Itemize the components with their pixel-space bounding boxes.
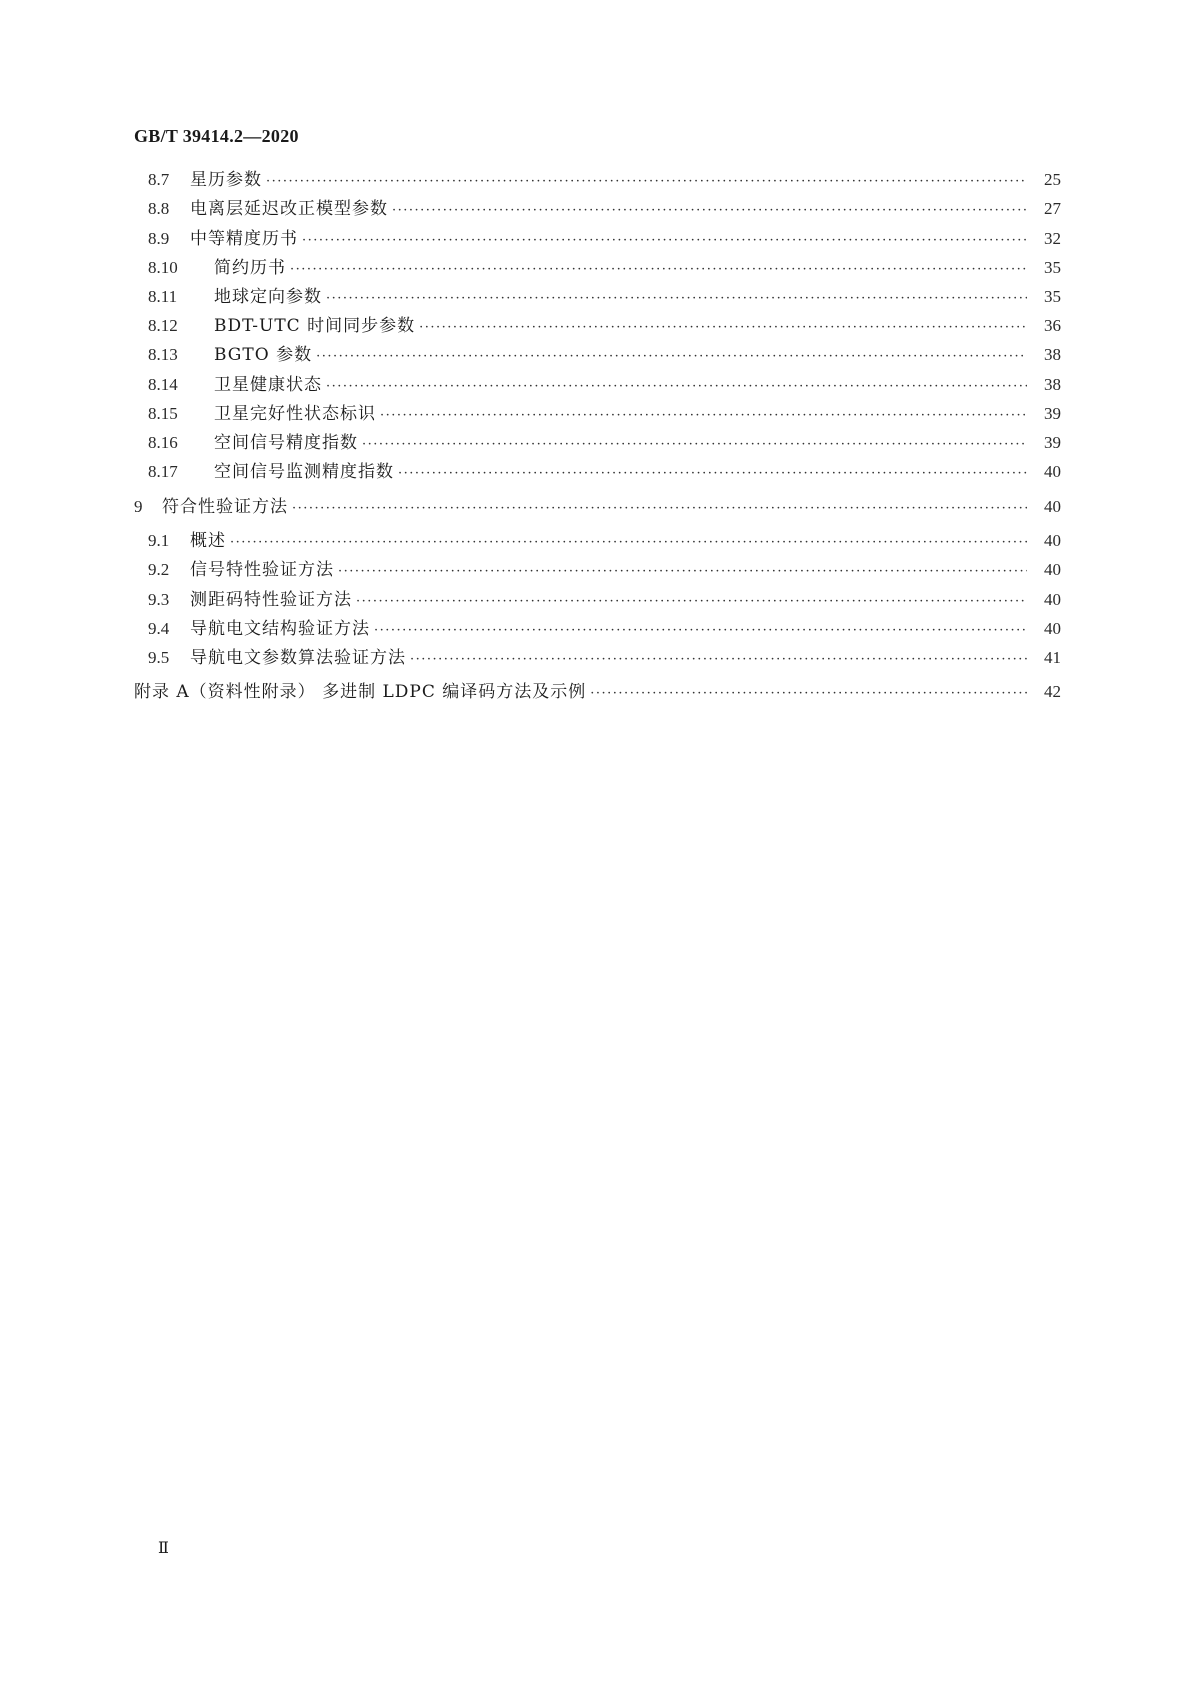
toc-entry-number: 8.17 [148,462,178,481]
toc-entry-page: 40 [1044,462,1061,481]
toc-entry-page: 36 [1044,316,1061,335]
toc-entry-number: 8.7 [148,170,170,189]
toc-entry-number: 8.10 [148,258,178,277]
toc-entry-page: 40 [1044,619,1061,638]
toc-entry-number: 8.16 [148,433,178,452]
toc-leader-dots [326,286,1027,312]
toc-entry-page: 32 [1044,229,1061,248]
toc-entry-title: 卫星完好性状态标识 [214,404,376,424]
toc-leader-dots [316,344,1027,370]
toc-entry-page: 38 [1044,345,1061,364]
toc-entry[interactable] [0,587,1191,613]
toc-entry[interactable] [0,372,1191,398]
toc-entry-title: 空间信号监测精度指数 [214,462,394,482]
toc-entry[interactable] [0,645,1191,671]
toc-entry-number: 9 [134,497,143,516]
toc-entry-title: 信号特性验证方法 [190,560,334,580]
toc-entry[interactable] [0,459,1191,485]
toc-leader-dots [356,589,1027,615]
toc-leader-dots [590,681,1027,707]
toc-leader-dots [374,618,1027,644]
toc-entry[interactable] [0,167,1191,193]
toc-leader-dots [292,496,1027,522]
toc-entry-page: 39 [1044,433,1061,452]
toc-entry-number: 8.8 [148,199,170,218]
toc-entry-page: 40 [1044,531,1061,550]
toc-entry-page: 40 [1044,497,1061,516]
toc-leader-dots [362,432,1027,458]
toc-entry-number: 8.12 [148,316,178,335]
toc-entry-title: 中等精度历书 [190,229,298,249]
toc-entry[interactable] [0,196,1191,222]
toc-entry-title: 导航电文参数算法验证方法 [190,648,406,668]
toc-entry[interactable] [0,284,1191,310]
toc-entry-page: 41 [1044,648,1061,667]
toc-entry-title: 空间信号精度指数 [214,433,358,453]
toc-entry-title: 地球定向参数 [214,287,322,307]
toc-leader-dots [338,559,1027,585]
toc-entry-number: 8.15 [148,404,178,423]
toc-entry-title: BDT-UTC 时间同步参数 [214,316,416,336]
toc-entry-title: 简约历书 [214,258,286,278]
toc-leader-dots [398,461,1027,487]
toc-entry[interactable] [0,430,1191,456]
toc-entry-title: 导航电文结构验证方法 [190,619,370,639]
toc-entry-number: 9.2 [148,560,170,579]
toc-entry-page: 38 [1044,375,1061,394]
toc-entry-number: 9.1 [148,531,170,550]
toc-leader-dots [392,198,1027,224]
toc-leader-dots [419,315,1027,341]
toc-entry-page: 40 [1044,590,1061,609]
page-number: Ⅱ [158,1540,169,1557]
toc-entry-number: 8.11 [148,287,178,306]
toc-entry-number: 8.13 [148,345,178,364]
toc-entry-page: 25 [1044,170,1061,189]
toc-entry[interactable] [0,342,1191,368]
toc-leader-dots [380,403,1027,429]
toc-entry-title: 概述 [190,531,226,551]
toc-entry-page: 35 [1044,258,1061,277]
toc-leader-dots [410,647,1027,673]
toc-entry-page: 42 [1044,682,1061,701]
toc-entry-title: 卫星健康状态 [214,375,322,395]
toc-entry-page: 40 [1044,560,1061,579]
toc-entry-number: 9.4 [148,619,170,638]
toc-entry[interactable] [0,313,1191,339]
toc-entry[interactable] [0,255,1191,281]
toc-entry-title: 星历参数 [190,170,262,190]
toc-leader-dots [290,257,1027,283]
toc-entry-title: BGTO 参数 [214,345,313,365]
toc-entry-title: 符合性验证方法 [162,497,288,517]
toc-entry-title: 测距码特性验证方法 [190,590,352,610]
toc-entry-appendix[interactable] [0,679,1191,705]
toc-entry-chapter[interactable] [0,494,1191,520]
toc-leader-dots [266,169,1027,195]
toc-entry-number: 9.3 [148,590,170,609]
toc-entry-page: 39 [1044,404,1061,423]
toc-entry-page: 27 [1044,199,1061,218]
toc-entry-number: 9.5 [148,648,170,667]
toc-entry[interactable] [0,616,1191,642]
toc-entry[interactable] [0,528,1191,554]
document-standard-number: GB/T 39414.2—2020 [134,126,299,146]
toc-leader-dots [230,530,1027,556]
toc-entry[interactable] [0,557,1191,583]
toc-entry-page: 35 [1044,287,1061,306]
toc-entry-title: 附录 A（资料性附录） 多进制 LDPC 编译码方法及示例 [134,682,587,702]
toc-leader-dots [326,374,1027,400]
toc-entry-number: 8.9 [148,229,170,248]
toc-entry[interactable] [0,401,1191,427]
toc-entry[interactable] [0,226,1191,252]
toc-entry-number: 8.14 [148,375,178,394]
toc-entry-title: 电离层延迟改正模型参数 [190,199,388,219]
toc-leader-dots [302,228,1027,254]
